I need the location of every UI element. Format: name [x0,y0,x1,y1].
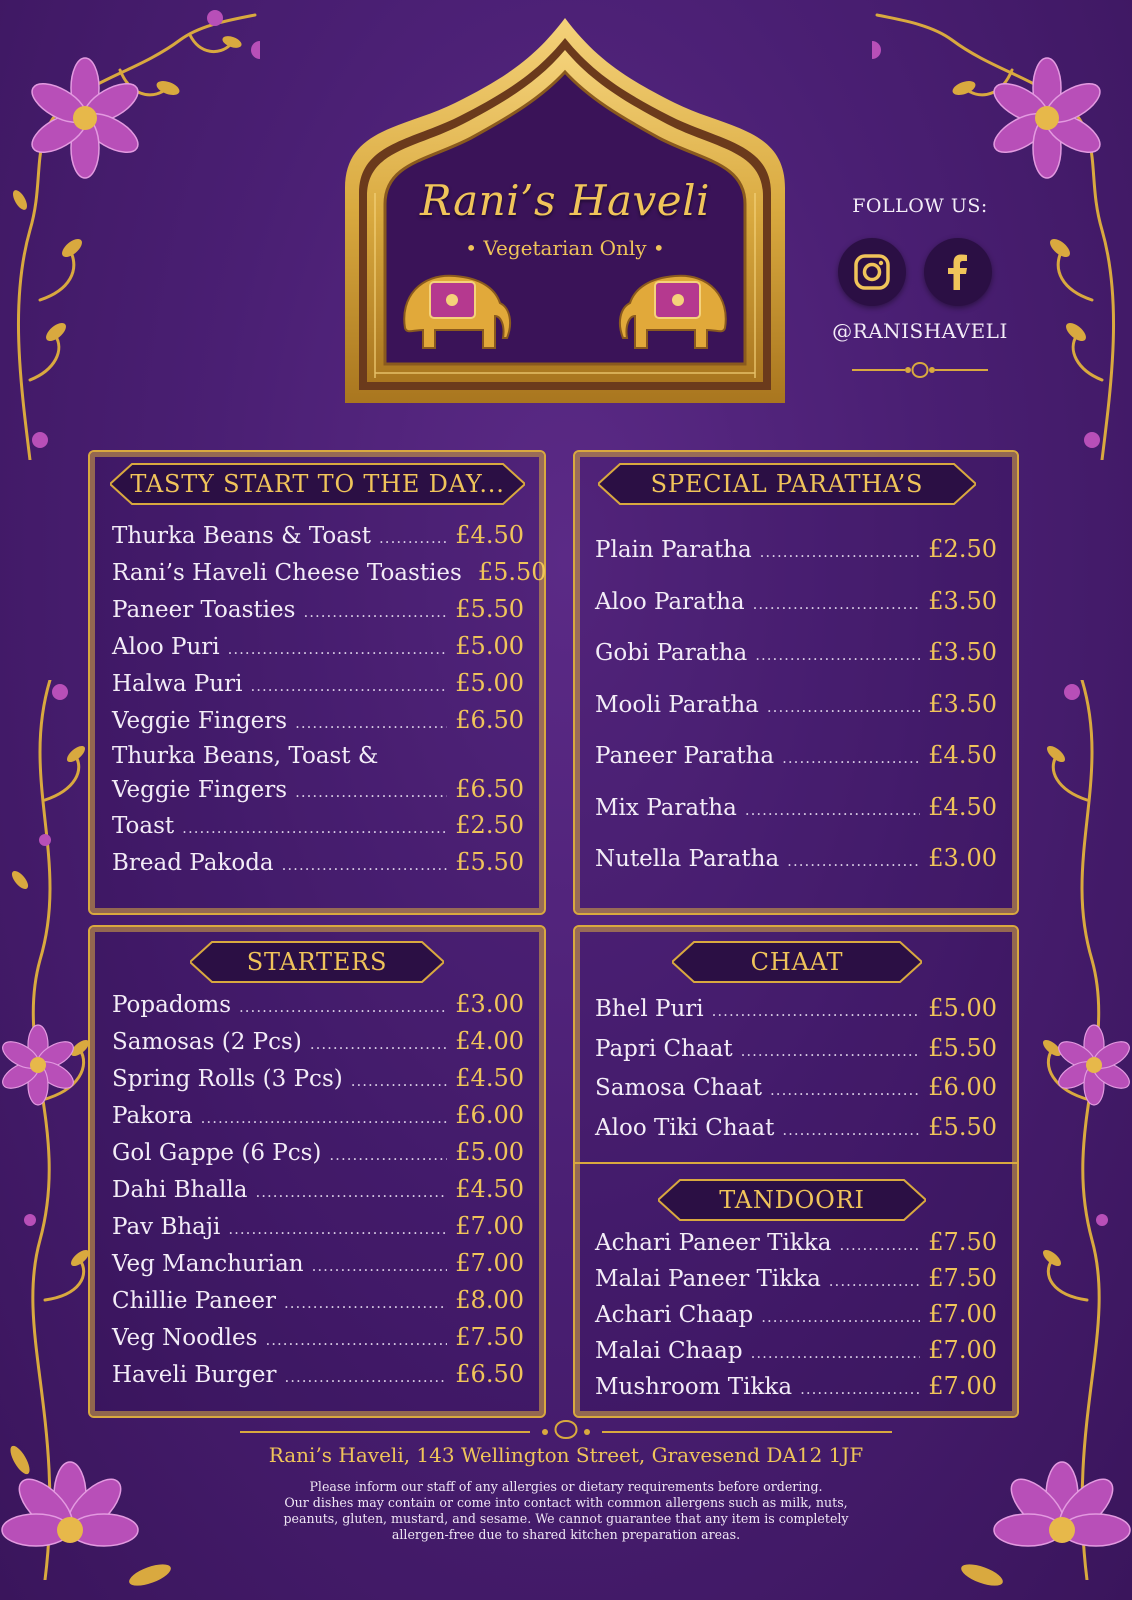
breakfast-items [112,521,547,885]
menu-item: Samosas (2 Pcs) ..... £4.00 [112,1027,524,1064]
divider-ornament [230,1418,902,1440]
menu-item: Mushroom Tikka ..... £7.00 [595,1372,997,1408]
follow-us-label: FOLLOW US: [852,195,988,217]
section-title: SPECIAL PARATHA’S [650,470,924,498]
menu-item: Rani’s Haveli Cheese Toasties £5.50 [112,558,547,586]
section-title: TASTY START TO THE DAY... [130,470,505,498]
menu-item: Pakora ..... £6.00 [112,1101,524,1138]
section-divider [575,1162,1017,1164]
section-title: TANDOORI [719,1186,865,1214]
menu-item: Malai Chaap ..... £7.00 [595,1336,997,1372]
instagram-link[interactable] [838,238,906,306]
menu-item: Veg Noodles ..... £7.50 [112,1323,524,1360]
menu-item: Spring Rolls (3 Pcs) ..... £4.50 [112,1064,524,1101]
menu-item: Papri Chaat ..... £5.50 [595,1034,997,1074]
notice-line: peanuts, gluten, mustard, and sesame. We cannot guarantee that any item is completely [283,1511,849,1526]
menu-item: Malai Paneer Tikka ..... £7.50 [595,1264,997,1300]
section-banner [672,940,922,984]
floral-corner-ornament [872,0,1132,460]
paratha-items [595,535,997,896]
menu-item: Achari Chaap ..... £7.00 [595,1300,997,1336]
menu-item: Aloo Puri ..... £5.00 [112,632,524,669]
menu-item: Aloo Paratha ..... £3.50 [595,587,997,639]
notice-line: Our dishes may contain or come into contact with common allergens such as milk, nuts, [284,1495,848,1510]
menu-item: Plain Paratha ..... £2.50 [595,535,997,587]
section-title: STARTERS [246,948,388,976]
menu-item: Aloo Tiki Chaat ..... £5.50 [595,1113,997,1153]
menu-item: Pav Bhaji ..... £7.00 [112,1212,524,1249]
chaat-items [595,994,997,1152]
menu-item: Thurka Beans, Toast & Veggie Fingers ..... £6.50 [112,743,524,811]
menu-item: Achari Paneer Tikka ..... £7.50 [595,1228,997,1264]
notice-line: allergen-free due to shared kitchen preparation areas. [391,1527,741,1542]
facebook-icon [938,252,978,292]
menu-item: Bread Pakoda ..... £5.50 [112,848,524,885]
menu-item: Popadoms ..... £3.00 [112,990,524,1027]
social-links [838,238,992,306]
tandoori-items [595,1228,997,1408]
menu-item: Veggie Fingers ..... £6.50 [112,706,524,743]
social-handle: @RANISHAVELI [832,319,1008,343]
floral-corner-ornament [0,0,260,460]
menu-item: Haveli Burger ..... £6.50 [112,1360,524,1397]
menu-item: Halwa Puri ..... £5.00 [112,669,524,706]
menu-item: Chillie Paneer ..... £8.00 [112,1286,524,1323]
divider-ornament [850,360,990,380]
menu-item: Gobi Paratha ..... £3.50 [595,638,997,690]
menu-item: Dahi Bhalla ..... £4.50 [112,1175,524,1212]
menu-item: Samosa Chaat ..... £6.00 [595,1073,997,1113]
restaurant-address: Rani’s Haveli, 143 Wellington Street, Gravesend DA12 1JF [268,1443,864,1467]
instagram-icon [852,252,892,292]
section-banner [190,940,444,984]
restaurant-tagline: • Vegetarian Only • [465,236,665,260]
menu-item: Nutella Paratha ..... £3.00 [595,844,997,896]
menu-item: Gol Gappe (6 Pcs) ..... £5.00 [112,1138,524,1175]
menu-item: Thurka Beans & Toast ..... £4.50 [112,521,524,558]
menu-item: Bhel Puri ..... £5.00 [595,994,997,1034]
section-banner [658,1178,926,1222]
menu-item: Veg Manchurian ..... £7.00 [112,1249,524,1286]
menu-item: Mooli Paratha ..... £3.50 [595,690,997,742]
menu-item: Paneer Paratha ..... £4.50 [595,741,997,793]
restaurant-name: Rani’s Haveli [420,176,710,225]
menu-item: Mix Paratha ..... £4.50 [595,793,997,845]
section-banner [110,462,525,506]
section-title: CHAAT [750,948,844,976]
notice-line: Please inform our staff of any allergies or dietary requirements before ordering. [309,1479,823,1494]
section-banner [598,462,976,506]
facebook-link[interactable] [924,238,992,306]
menu-item: Paneer Toasties ..... £5.50 [112,595,524,632]
starter-items [112,990,524,1397]
allergen-notice [230,1479,902,1543]
menu-item: Toast ..... £2.50 [112,811,524,848]
